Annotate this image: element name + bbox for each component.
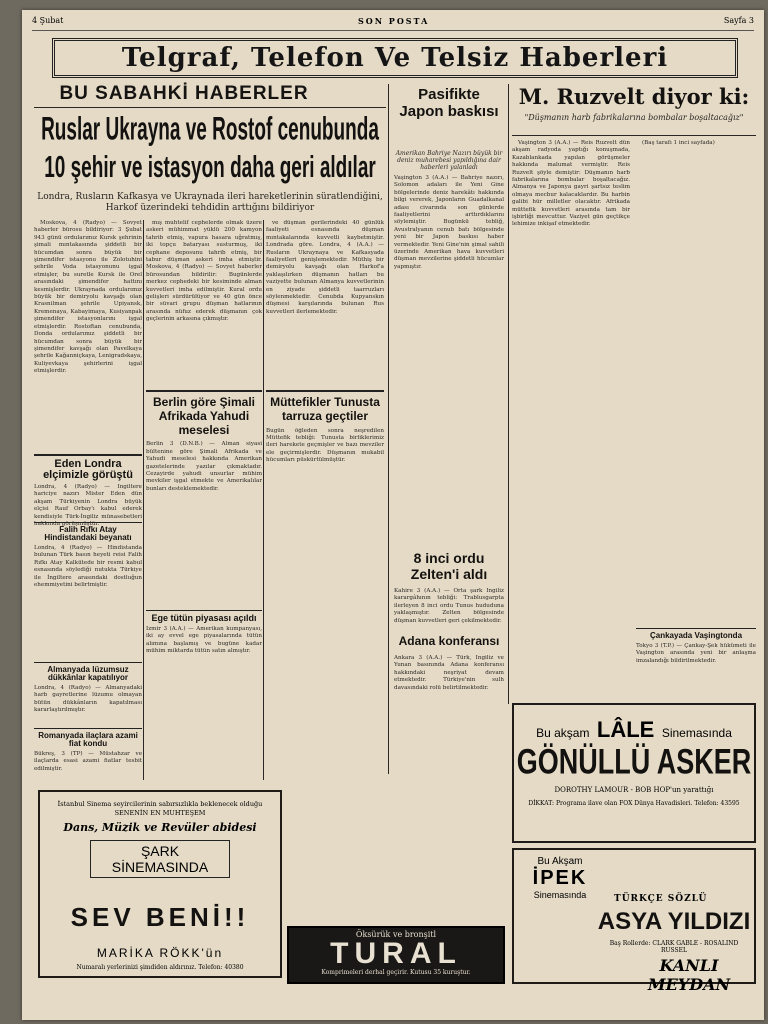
ad-sark-top: İstanbul Sinema seyircilerinin sabırsızlıkla beklenecek olduğu SENENİN EN MUHTEŞEM [57,800,263,817]
ruzvelt-title: M. Ruzvelt diyor ki: [518,84,750,109]
ad-tural-top: Öksürük ve bronşitl [355,930,437,939]
story-column-1 [34,220,142,450]
headline-primary: Ruslar Ukrayna ve Rostof cenubunda [41,112,379,148]
ad-ipek-cinema [512,848,756,994]
zelten-title: 8 inci ordu Zelten'i aldı [410,550,488,582]
ruzvelt-subtitle: "Düşmanın harb fabrikalarına bombalar boşaltacağız" [524,113,744,122]
zelten-text: Kahire 3 (A.A.) — Orta şark İngiliz karargâhının tebliği: Trablusgarpta ilerleyen 8 inci ordu Tunus hududuna yaklaşmıştır. Zelten bölgesinde düşman kuvvetleri geri çekilmektedir. [394,588,504,624]
story-eden [34,454,142,528]
ad-lale-suffix: Sinemasında [661,726,732,740]
story-title: Ege tütün piyasası açıldı [151,613,257,623]
story-text: Tokyo 3 (T.P.) — Çankay-Şek hükümeti ile Vaşington arasında yeni bir anlaşma imzalandığı bildirilmektedir. [636,643,756,664]
ad-lale-note: DİKKAT: Programa ilave olan FOX Dünya Havadisleri. Telefon: 43595 [528,800,740,807]
story-text: Vaşington 3 (A.A.) — Reis Ruzvelt dün akşam radyoda yaptığı konuşmada, Kazablankada yapılan görüşmeler hakkında malumat vermiştir. Reis Ruzvelt şöyle demiştir: Düşmanın harb fabrikalarına bombalar boşaltacağız. Almanya ve Japonya gayri şartsız teslim olmaya mecbur kalacaklardır. Bu harbin galibi hür milletler olacaktır. Afrikada müttefik kuvvetleri arasında tam bir işbirliği mevcuttur. Vaziyet gün geçtikçe lehimize inkişaf etmektedir. [512,140,630,228]
ruzvelt-text [512,140,630,700]
ad-ipek-kicker: Bu Akşam [537,856,583,867]
story-romanya [34,728,142,791]
adana-title: Adana konferansı [398,634,500,648]
newspaper-page [22,10,764,1020]
column-divider [263,220,264,780]
story-title: Çankayada Vaşingtonda [649,631,743,640]
story-yahudi [146,390,262,591]
ad-sark-note: Numaralı yerlerinizi şimdiden aldırınız. Telefon: 40380 [76,964,244,971]
page-header [32,16,754,31]
section-ribbon: Telgraf, Telefon Ve Telsiz Haberleri [52,38,738,78]
story-text: mış muhtelif cephelerde olmak üzere askeri mühimmat yüklü 200 kamyon tahrib etmiş, vapura hasara uğratmış, iki topçu bataryası susturmuş, iki cephane deposunu tahrib etmiş, bir tabur düşman askeri imha etmiştir. Moskova, 4 (Radyo) — Sovyet haberler bürosundan bildirilir: Bugünlerde merkez cephedeki bir kesiminde alman kuvvetleri imha edilmiştir. Kural ordu gelişleri sürdürülüyor ve 40 gün önce bir süvari grupu düşman hatlarının arasında nüfuz ederek düşmanın çok geçlerinin arkasına çıkmıştır. [146,220,262,323]
ad-ipek-note: Baş Rollerde: CLARK GABLE - ROSALIND RUSSEL [609,940,739,954]
story-text: Londra, 4 (Radyo) — Almanyadaki harb gayretlerine lüzumu olmayan bütün dükkânların kapatılması kararlaştırılmıştır. [34,685,142,714]
ad-tural-bottom: Komprimeleri derhal geçirir. Kutusu 35 kuruştur. [321,969,471,976]
story-title: Romanyada ilaçlara azami fiat kondu [38,731,138,748]
ad-lale-name: LÂLE [596,717,655,742]
ad-sark-sub: Dans, Müzik ve Revüler abidesi [63,821,257,834]
column-divider [143,220,144,780]
ruzvelt-rule [512,135,756,136]
story-almanya [34,662,142,725]
header-page-number: Sayfa 3 [723,16,754,25]
ad-lale-film-title: GÖNÜLLÜ ASKER [516,742,752,782]
story-text: Londra, 4 (Radyo) — Hindistanda bulunan Türk basın heyeti reisi Falih Rıfkı Atay Kalkütede bir resmi kabul esnasında söylediği nutukta Türkiye ile İngiltere arasındaki dostluğun ehemmiyetini belirtmiştir. [34,545,142,589]
headline-secondary: 10 şehir ve istasyon daha geri aldılar [44,151,376,185]
story-text: İzmir 3 (A.A.) — Amerikan kumpanyası, iki ay evvel ege piyasalarında tütün alımına başlamış ve bugüne kadar mühim miktarda tütün satın almıştır. [146,626,262,655]
kicker: BU SABAHKİ HABERLER [59,83,309,104]
ad-sark-cinema [38,790,282,978]
story-tunus [266,390,384,803]
ad-ipek-film-title: ASYA YILDIZI [597,908,751,935]
column-divider [388,84,389,774]
story-falih [34,522,142,657]
story-title: Almanyada lüzumsuz dükkânlar kapatılıyor [47,665,129,682]
ad-ipek-name: İPEK [532,867,588,889]
header-masthead: SON POSTA [357,16,430,26]
ruzvelt-text-col2 [636,140,756,625]
ad-lale-kicker: Bu akşam [536,726,590,740]
story-tutun [146,610,262,796]
story-column-3 [266,220,384,385]
ad-ipek-suffix: Sinemasında [533,890,587,900]
story-text: Moskova, 4 (Radyo) — Sovyet haberler bürosu bildiriyor: 3 Şubat 943 günü ordularımız Kursk şehrinin şimali mıntakasında şiddetli bir hücumdan sonra büyük bir şimendifer istasyonu ile Zolotuhini şehrile Voda istasyonunu işgal etmişler, bu suretle Kursk ile Orel arasındaki şimendifer hattını kesmişlerdir. Ukraynada ordularımız büyük bir demiryolu kavşağı olan Krasnilman şehrile Upiyansk, Kremenaya, Kabayimaya, Kusiyanpak şimendifer istasyonlarını işgal etmişlerdir. Rostoftan cenubunda, Donda ordularımız şiddetli bir hücumdan sonra büyük bir şimendifer kavşağı olan Pavelkaya şehrile Kağanniçkaya, Lenigradskaya, Kuliyevkaya şehirlerini işgal etmişlerdir. [34,220,142,375]
column-divider [508,84,509,704]
adana-text: Ankara 3 (A.A.) — Türk, İngiliz ve Yunan basınında Adana konferansı hakkındaki neşriyat devam etmektedir. Türkiye'nin sulh davasındaki rolü belirtilmektedir. [394,655,504,691]
story-title: Berlin göre Şimali Afrikada Yahudi meselesi [152,395,256,437]
pasifik-title: Pasifikte Japon baskısı [399,86,499,120]
pasifik-text: Vaşington 3 (A.A.) — Bahriye nazırı, Solomon adaları ile Yeni Gine bölgelerinde deniz harekâtı hakkında bilgi vererek, Japonların Guadalkanal adası civarında son günlerde faaliyetlerini arttırdıklarını söylemiştir. Bugünkü tebliğ, Avustralyanın cenub batı bölgesinde yeni bir Japon baskısı haber vermektedir. Yeni Gine'nin şimal sahili üzerinde Amerikan hava kuvvetleri düşman mevzilerine şiddetli hücumlar yapmıştır. [394,175,504,270]
ad-ipek-header [520,856,600,900]
ad-lale-cast: DOROTHY LAMOUR - BOB HOP'un yarattığı [554,786,714,794]
story-text: Bükreş, 3 (TP) — Müstahzar ve ilaçlarda esasi azami fiatlar tesbit edilmiştir. [34,751,142,772]
ad-lale-header [514,717,754,743]
story-text: Bugün öğleden sonra neşredilen Müttefik tebliği: Tunusta birliklerimiz ileri harekete geçmişler ve bazı mevziler ele geçirmişlerdir. Düşmanın mukabil hücumları püskürtülmüştür. [266,427,384,464]
pasifik-subtitle: Amerikan Bahriye Nazırı büyük bir deniz muharebesi yapıldığına dair haberleri yalanladı [395,150,503,171]
story-cankaya [636,628,756,698]
story-text: ve düşman gerilerindeki 40 günlük faaliyeti esnasında düşman mıntakalarında kuvvetli kaybetmiştir. Londrada göre. Londra, 4 (A.A.) — Rusların Ukraynaya ve Kafkasyada faaliyetleri genişlemektedir. Müthiş bir demiryolu kavşağı olan Harkof'a yaklaşılırken düşmanın hatları bu vaziyette bulunan Almanya kuvvetlerinin en ziyade şiddetli taarruzları söylenmektedir. Cenubda Kupyanskın düşmesi karşılarında bulunan Rus kuvvetleri ilerlemektedir. [266,220,384,315]
ad-tural-name: TURAL [330,937,462,970]
story-text: Berlin 3 (D.N.B.) — Alman siyasi bültenine göre Şimali Afrikada ve Yahudi meselesi hakkında Amerikan gazetelerinde yazılar çıkmaktadır. Cezayirde yahudi unsurlar mühim mevkiler işgal etmekte ve Amerikalılar bunları desteklemektedir. [146,441,262,492]
ad-sark-film: SEV BENİ!! [70,902,250,932]
kicker-rule [34,107,386,108]
story-title: Eden Londra elçimizle görüştü [43,458,133,481]
story-text: Londra, 4 (Radyo) — İngiltere hariciye nazırı Mister Eden dün akşam Türkiyenin Londra büyük elçisi Rauf Orbay'ı kabul ederek kendisiyle Türk-İngiliz münasebetleri hakkında görüşmüştür. [34,484,142,528]
story-title: Müttefikler Tunusta tarruza geçtiler [270,395,380,423]
ad-lale-cinema [512,703,756,843]
ad-tural [287,926,505,984]
ad-ipek-language: TÜRKÇE SÖZLÜ [614,894,708,904]
story-text: (Baş tarafı 1 inci sayfada) [642,140,715,146]
ad-sark-star: MARİKA RÖKK'ün [96,946,224,960]
header-date: 4 Şubat [32,16,64,25]
ad-ipek-kanli: KANLI MEYDAN [647,956,731,994]
story-title: Falih Rıfkı Atay Hindistandaki beyanatı [44,525,132,542]
ad-sark-title: ŞARK SİNEMASINDA [90,840,230,878]
headline-deck: Londra, Rusların Kafkasya ve Ukraynada ileri hareketlerinin süratlendiğini, Harkof üzerindeki tehdidin arttığını bildiriyor [37,192,383,213]
story-column-2 [146,220,262,385]
